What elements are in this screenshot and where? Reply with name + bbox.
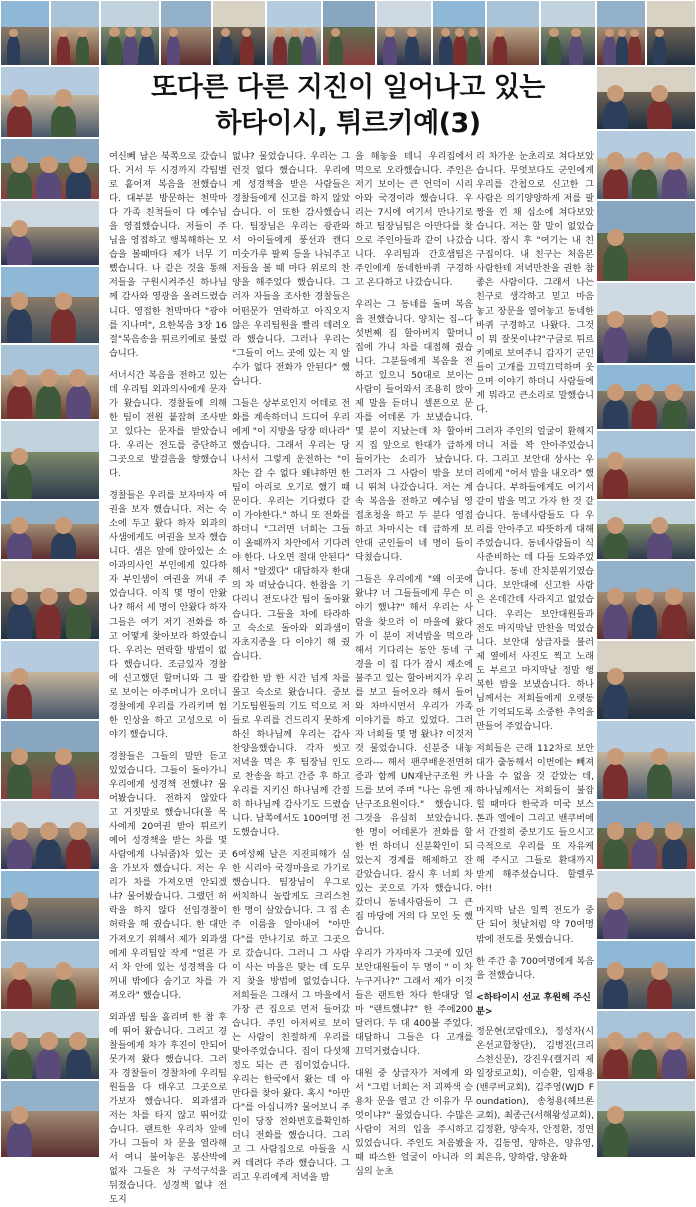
photo [540,0,596,66]
photo [160,0,212,66]
photo [596,500,696,560]
photo [0,500,100,560]
article-column-4 [476,150,594,1164]
photo [596,430,696,500]
photo [596,560,696,640]
photo [486,0,540,66]
headline-line-2: 하타이시, 튀르키예(3) [215,108,481,139]
paragraph: 대원 중 상급자가 저에게 와서 "그럼 너희는 저 괴짜색 승용차 문을 열고 간 이유가 무엇이냐?" 물었습니다. 수많은 사람이 저의 입을 주시하고 있었습니다. 주인도 처음봤을 때 따스한 얼굴이 아니라 의심의 눈초 [355,1067,473,1178]
article-column-2 [232,150,350,1184]
photo [596,130,696,200]
photo [0,0,50,66]
paragraph: 한 주간 총 700여명에게 복음을 전했습니다. [476,955,594,981]
paragraph: 그들은 우리에게 "왜 이곳에 왔냐? 너 그들들에게 무슨 이야기 했냐?" 해서 우리는 사람을 찾으러 이 마을에 왔다가 이 분이 저녁밥을 먹으라 해서 기다리는 동안 동네 구경을 이 집 다가 잠시 재소에 불주고 있는 할아버지가 우리를 보고 들어오라 해서 들어와 차마시면서 우리가 가족 이야기를 하고 있었다. 그러자 너희들 몇 명 왔나? 이것저것 물었습니다. 신분증 내놓으라--- 해서 팬쿠배운전면허증과 함께 UN재난구조원 카드를 보여 주며 "나는 유엔 재난구조요원이다." 했습니다. 그것을 유심히 보았습니다. 한 명이 어데론가 전화를 할 한 번 하더니 신분확인이 되었는지 경계를 해제하고 잔 같았습니다. 잠시 후 너희 차 있는 곳으로 가자 했습니다. 갔더니 동네사람들이 그 큰 집 마당에 거의 다 모인 듯 했습니다. [355,574,473,937]
paragraph: 여신뻬 남은 북쪽으로 갔습니다. 거서 두 시경까지 각팀별로 흩어져 복음을 전했습니다. 대부분 방문하는 천막마다 가족 친척들이 다 예수님을 영접했습니다. 저들이 주님을 영접하고 행복해하는 모습을 볼때마다 제가 너무 기뻤습니다. 나 같은 것을 통해 저들을 구원시켜주신 하나님께 감사와 영광을 올려드렸습니다. 영접한 천막마다 "광야를 지나며", 요한복음 3장 16절"복음송을 튀르키예로 불렀습니다. [109,151,227,359]
photo [0,940,100,1010]
photo [0,420,100,500]
photo [0,1080,100,1158]
photo [596,66,696,130]
photo [0,138,100,200]
photo [646,0,696,66]
photo [596,940,696,1010]
photo [596,1080,696,1158]
paragraph: 저희들은 근래 112차로 보안대가 출동해서 이번에는 빼져나을 수 없을 것 같았는 데, 하나님께서는 저희들이 불잡힐 때마다 한국과 미국 보스톤과 엘에이 그리고 밴쿠버에서 간절히 중보기도 들으시고 극적으로 우리를 또 자유케 해 주시고 그들로 환대까지 받게 해주셨습니다. 할렐루야!! [476,742,594,895]
paragraph: 경찰들은 우리를 보자마자 여권을 보자 했습니다. 저는 숙소에 두고 왔다 하자 외과의사샘에게도 여권을 보자 했습니다. 샘은 앞에 앉아있는 소아과의사인 부인에게 있다하자 부인샘이 여권을 꺼내 주었습니다. 이직 몇 명이 안왔나? 해서 세 명이 안왔다 하자 그들은 여기 저기 전화를 하고 어떻게 찾아보라 하였습니다. 우리는 연락할 방법이 없다 했습니다. 조금있자 경찰에 신고했던 할머니와 그 팔로 보이는 아주머니가 오더니 경찰에게 우리를 가리키며 험한 인상을 하고 고성으로 이야기 했습니다. [109,490,227,740]
photo [0,344,100,420]
photo [322,0,376,66]
photo [0,640,100,720]
photo [0,870,100,940]
paragraph: 그러자 주인의 얼굴이 환해지더니 저를 꽉 안아주었습니다. 그리고 보안대 상사는 우리에게 "어서 밥을 내오라" 했습니다. 부하들에게도 여기서 같이 밥을 먹고 가자 한 것 같습니다. 동네사람들도 다 우리를 안아주고 따뜻하게 대해주었습니다. 동네사람들이 식사준비하는 데 다들 도와주었습니다. 동네 잔치분위기였습니다. 보안대에 신고한 사람은 온데간데 사라지고 없었습니다. 우리는 보안대원들과 전도 마지막날 만찬을 먹었습니다. 보안대 상급자를 불러 제 옆에서 사진도 찍고 노래도 부르고 마지막날 정말 행복한 밤을 보냈습니다. 하나님께서는 저희들에게 오랫동안 기억되도록 소중한 추억을 만들어 주었습니다. [476,425,594,732]
paragraph: 마지막 날은 일찍 전도가 중단 되어 첫날처럼 약 70여명밖에 전도를 못했습니다. [476,905,594,945]
article-column-3 [355,150,473,1178]
paragraph: 리 차가운 눈초리로 쳐다보았습니다. 무엇보다도 군인에게 우리를 간첩으로 신고한 그 사람은 의기양양하게 저를 팔짱을 낀 채 십소에 쳐다보았습니다. 저는 할 말이 없었습니다. 잠시 후 "여기는 내 친구집이다. 내 친구는 처음본 사람한테 저녁만찬을 권한 참 좋은 사람이다. 그래서 나는 친구로 생각하고 믿고 마음 놓고 장문을 열어놓고 동네한바퀴 구경하고 나왔다. 그것이 뭐 잘못이냐?"구글로 튀르키예로 보여주니 갑자기 군인들이 고개를 끄덕끄덕하며 웃으며 이야기 하더니 사람들에게 뭐라고 큰소리로 말했습니다. [476,151,594,415]
photo [596,1010,696,1080]
sponsor-list: 정문현(코람데오), 정성자(시온선교합창단), 김병진(크리스천신문), 강진우(캘거리 제일장로교회), 이승환, 임재용(밴쿠버교회), 김주영(WJD Foundation), 송청용(헤브론교회), 최종근(서해왕성교회), 김정환, 양숙자, 안정환, 정연자, 김동영, 양하은, 양유영, 최은유, 양하람, 양윤화 [476,1025,594,1164]
photo [596,720,696,800]
paragraph: 경찰들은 그들의 말만 듣고 있었습니다. 그들이 돌아가니 우리에게 성경책 전했냐? 물어봤습니다. 전하지 않았다 고 거짓말로 했습니다(몰 목사에게 20여권 받아 튀르키예어 성경책을 받는 차를 몇 사람에게 나눠줌)차 있는 곳을 가보자 했습니다. 저는 우리가 차를 가져오면 안되겠냐? 물어봤습니다. 그랬던 허락을 하지 않다 선임경찰이 허락을 해 줬습니다. 한 대만 가져오기 위해서 제가 외과샘에게 우리팀알 작게 "얼른 가서 차 안에 있는 성경책을 다 꺼내 밖에다 숨기고 차를 가져오라" 했습니다. [109,750,227,1001]
paragraph: 없냐? 물었습니다. 우리는 그런것 없다 했습니다. 우리에게 성경책을 받은 사람들은 경찰들에게 신고를 하지 않았습니다. 이 또한 감사했습니다. 팀장님은 우리는 광관와서 아이들에게 풍선과 캔디 미숫가루 팔찌 등을 나눠주고 저들을 볼 때 마다 위로의 찬양을 해주었다 했습니다. 그러자 자들을 조사한 경찰들은 어떤문가 연락하고 아직오지않은 우리팀원을 빨리 데려오라 했습니다. 그러나 우리는 "그들이 어느 곳에 있는 지 알 수가 없다 전화가 안된다" 했습니다. [232,151,350,387]
photo [0,720,100,800]
paragraph: 6여성째 날은 지진피해가 심한 시리아 국경마을로 가기로 했습니다. 팀장님이 우그로 써치하니 놀랍게도 크리스천 한 명이 살았습니다. 그 집 손주 이름을 알아내어 "아만다"를 만나기로 하고 그곳으로 갔습니다. 그러니 그 사람이 사는 마을은 맞는 데 도무지 찾을 방법에 없었습니다. 저희들은 그래서 그 마을에서 가장 큰 집으로 먼저 들어갔습니다. 주인 아저씨로 보이는 사람이 친절하게 우리를 맞아주었습니다. 집이 다섯채 정도 되는 큰 집이었습니다. 우리는 한국에서 왔는 데 아만다를 찾아 왔다. 혹시 "아만다"를 아십니까? 물어보니 주인이 당장 전화번호를확인하더니 전화를 했습니다. 그리고 그 사람집으로 아들을 시켜 데려다 주라 했습니다. 그리고 우리에게 저녁을 밤 [232,849,350,1184]
photo [212,0,266,66]
photo [0,1010,100,1080]
photo [266,0,322,66]
article-column-1 [109,150,227,1206]
photo [596,282,696,364]
paragraph: 그들은 상부로인지 어데로 전화를 계속하더니 드디어 우리에게 "이 지방을 당장 떠나라" 했습니다. 그래서 우리는 당나서서 그렇게 운전하는 "이 차는 갈 수 없다 왜냐하면 한 팀이 아리로 오기로 했기 때문이다. 우리는 기다렸다 같이 가야한다." 하니 또 전화를 하더니 "그러면 너희는 그들이 올때까지 차안에서 기다려야 한다. 나오면 절대 안된다" 해서 "알겠다" 대답하자 한대의 차 떠났습니다. 한참을 기다리니 전도나간 팀이 돌아왔습니다. 그들을 차에 타라하고 숙소로 돌아와 외과샘이 자초지종을 다 이야기 해 줬습니다. [232,397,350,662]
paragraph: 우리가 가자마자 그곳에 있던 보안대원들이 두 명이 " 이 차 누구거나?" 그래서 제가 이것들은 랜트한 차다 한대당 얼마 "랜트했냐?" 한 주에200달러다. 두 대 400불 주었다. 대답하니 그들은 다 고개를 끄덕거렸습니다. [355,947,473,1057]
photo [376,0,432,66]
photo [0,266,100,344]
photo [0,66,100,138]
photo [100,0,160,66]
photo [432,0,486,66]
photo [0,200,100,266]
photo [0,560,100,640]
photo [596,870,696,940]
paragraph: 을 해놓을 테니 우리집에서 먹으로 오라했습니다. 주인은 저기 보이는 큰 언덕이 시리아와 국경이라 했습니다. 우리는 7시에 여기서 만나기로 하고 팀장님팀은 아만다를 찾으로 주인아들과 같이 나갔습니다. 우리팀과 간호샘팀은 주인에게 동네한바퀴 구경하고 온다하고 나갔습니다. [355,151,473,289]
photo [596,800,696,870]
photo [0,800,100,870]
paragraph: 캄캄한 밤 한 시간 넘게 차를 몰고 숙소로 왔습니다. 중보기도팀원들의 기도 덕으로 저들로 우리를 건드리지 못하게 하신 하나님께 우리는 감사 찬양을했습니다. 각자 씻고 저녁을 먹은 후 팀장님 인도로 찬송을 하고 간증 후 하고 우리를 지키신 하나님께 간절히 하나님께 감사기도 드렸습니다. 남쪽에서도 100여명 전도했습니다. [232,672,350,839]
headline [100,70,596,150]
sponsor-heading: <하타이시 선교 후원해 주신 분> [476,991,591,1017]
paragraph: 외과샘 팀을 흘리며 한 참 후에 뛰어 왔습니다. 그리고 경찰들에게 차가 후진이 안되어 못가져 왔다 했습니다. 그러자 경찰들이 경찰차에 우리팀원들을 다 태우고 그곳으로 가보자 했습니다. 외과샘과 저는 차를 타지 않고 뛰어갔습니다. 랜트한 우리차 앞에가니 그들이 차 문을 열라해서 여니 불어놓은 봉산박에 없자 그들은 차 구석구석을 뒤졌습니다. 성경책 없냐 전도지 [109,1011,227,1206]
photo [50,0,100,66]
paragraph: 우리는 그 동네를 돌며 복음을 전했습니다. 양치는 집--다섯번째 집 할아버지 할머니 집에 가니 차를 대접해 줬습니다. 그분들에게 복음을 전하고 있으니 50대로 보이는 사람이 들어와서 조용히 앉아 제 말을 듣더니 셀폰으로 문자를 어데론 가 보냈습니다. 몇 분이 지났는데 차 할아버지 집 앞으로 한대가 급하게 들어가는 소리가 났습니다. 그러자 그 사람이 밖을 보더니 뛰쳐 나갔습니다. 저는 계속 복음을 전하고 예수님 영접초청을 하고 두 분다 영접하고 차마시는 데 급하게 보안대 군인들이 네 명이 들이 닥쳤습니다. [355,299,473,564]
photo [596,0,646,66]
photo [596,640,696,720]
headline-line-1: 또다른 다른 지진이 일어나고 있는 [151,72,545,103]
photo [596,200,696,282]
photo [596,364,696,430]
paragraph: 서너시간 복음을 전하고 있는 데 우리팀 외과의사에게 문자가 왔습니다. 경찰들에 의해 한 팀이 전원 붙잡혀 조사받고 있다는 문자를 받았습니다. 우리는 전도를 중단하고 그곳으로 발걸음을 향했습니다. [109,369,227,480]
